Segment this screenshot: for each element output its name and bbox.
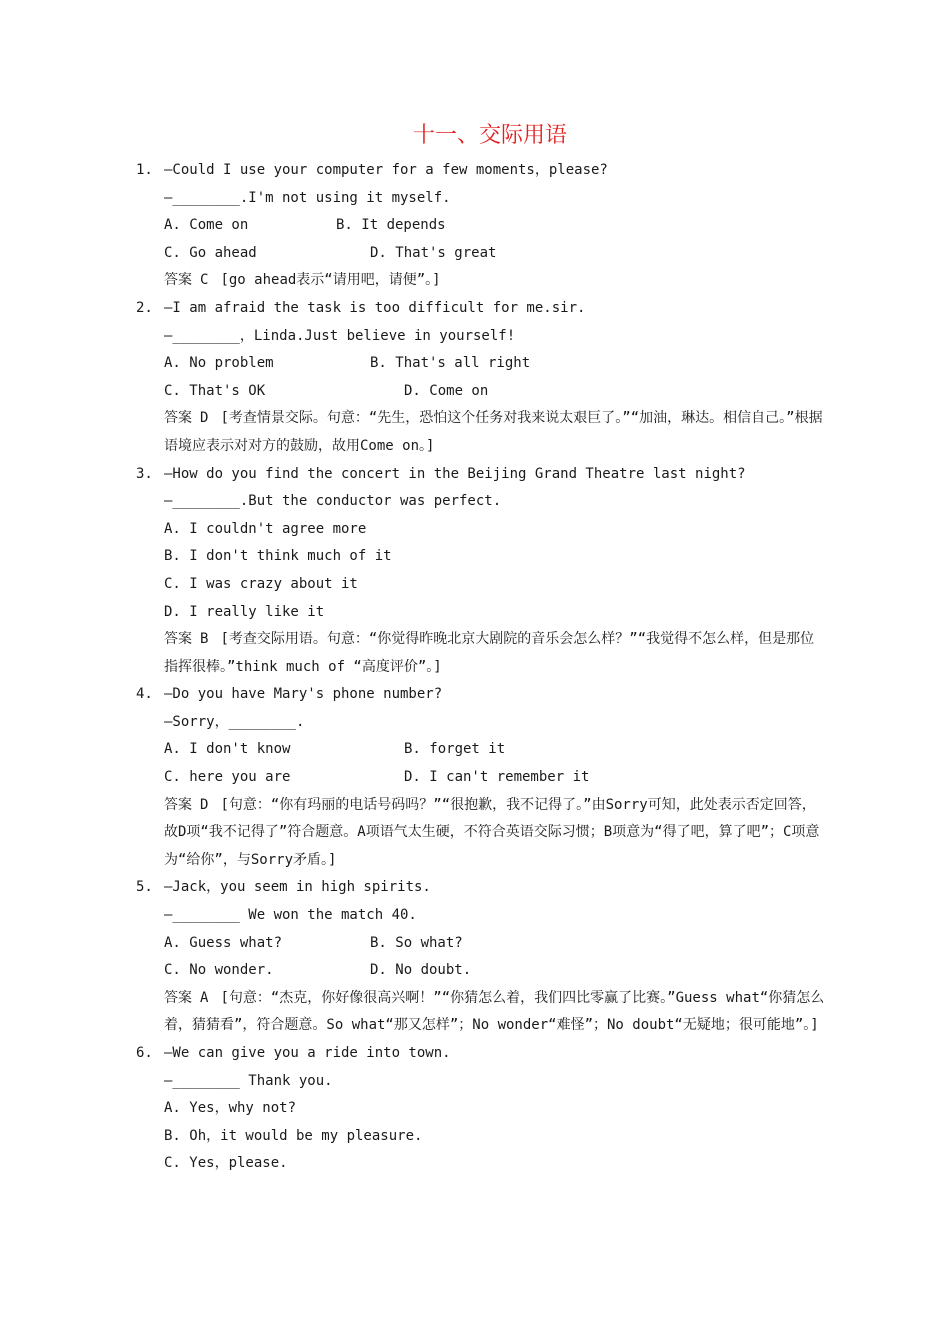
question-number: 1. [136,162,153,178]
option-c: C. That's OK [164,382,266,399]
question-stem: —We can give you a ride into town. [164,1045,451,1061]
option-d: D. No doubt. [370,962,472,979]
question-2 [136,295,826,461]
question-list [136,157,826,1178]
answer-block [136,405,826,460]
answer-label: 答案 [164,410,192,427]
question-stem: —Do you have Mary's phone number? [164,686,443,703]
answer-block [136,985,826,1040]
option-b: B. forget it [404,741,506,758]
option-a: A. Yes，why not? [164,1100,297,1117]
question-number: 6. [136,1045,153,1061]
option-b: B. I don't think much of it [164,548,392,565]
question-1 [136,157,826,295]
option-b: B. It depends [336,217,446,234]
option-a: A. I couldn't agree more [164,520,367,537]
answer-key: A [200,989,209,1006]
question-reply: —________.I'm not using it myself. [164,189,451,206]
question-stem: —I am afraid the task is too difficult for me.sir. [164,299,586,316]
option-a: A. Guess what? [164,934,283,951]
page-title: 十一、交际用语 [412,123,567,148]
answer-explanation: [句意：“你有玛丽的电话号码吗？”“很抱歉，我不记得了。”由Sorry可知，此处表示否定回答，故D项“我不记得了”符合题意。A项语气太生硬，不符合英语交际习惯；B项意为“得了吧，算了吧”；C项意为“给你”，与Sorry矛盾。] [164,796,820,868]
option-c: C. here you are [164,769,291,786]
question-3 [136,461,826,682]
answer-key: C [200,272,209,289]
answer-label: 答案 [164,989,192,1006]
answer-explanation: [go ahead表示“请用吧，请便”。] [220,272,441,289]
question-reply: —________ Thank you. [164,1072,333,1089]
option-a: A. Come on [164,217,249,234]
option-c: C. No wonder. [164,962,274,979]
question-reply: —________.But the conductor was perfect. [164,493,502,510]
question-reply: —________ We won the match 40. [164,907,417,924]
option-c: C. I was crazy about it [164,575,358,592]
answer-block [136,267,826,295]
answer-label: 答案 [164,631,192,648]
option-d: D. That's great [370,244,497,261]
question-number: 5. [136,879,153,896]
question-number: 4. [136,686,153,703]
answer-label: 答案 [164,272,192,289]
answer-block [136,792,826,875]
question-6 [136,1040,826,1178]
question-stem: —Jack，you seem in high spirits. [164,879,431,896]
answer-key: B [200,631,209,648]
option-b: B. Oh，it would be my pleasure. [164,1127,423,1144]
option-c: C. Go ahead [164,244,257,261]
option-b: B. So what? [370,934,463,951]
option-c: C. Yes，please. [164,1155,288,1172]
option-d: D. I really like it [164,603,325,620]
option-b: B. That's all right [370,355,531,372]
answer-key: D [200,410,209,427]
question-stem: —Could I use your computer for a few moments，please? [164,162,608,178]
option-d: D. Come on [404,382,489,399]
question-5 [136,874,826,1040]
answer-label: 答案 [164,796,192,813]
question-reply: —________，Linda.Just believe in yourself! [164,327,516,344]
answer-block [136,626,826,681]
question-number: 2. [136,299,153,316]
answer-key: D [200,796,209,813]
answer-explanation: [考查情景交际。句意：“先生，恐怕这个任务对我来说太艰巨了。”“加油，琳达。相信自己。”根据语境应表示对对方的鼓励，故用Come on。] [164,410,823,454]
option-a: A. No problem [164,355,274,372]
option-a: A. I don't know [164,741,291,758]
option-d: D. I can't remember it [404,769,590,786]
question-stem: —How do you find the concert in the Beijing Grand Theatre last night? [164,465,746,482]
question-4 [136,681,826,874]
answer-explanation: [考查交际用语。句意：“你觉得昨晚北京大剧院的音乐会怎么样？”“我觉得不怎么样，但是那位指挥很棒。”think much of “高度评价”。] [164,631,815,675]
answer-explanation: [句意：“杰克，你好像很高兴啊！”“你猜怎么着，我们四比零赢了比赛。”Guess what“你猜怎么着，猜猜看”，符合题意。So what“那又怎样”；No wonder“难怪”；No doubt“无疑地；很可能地”。] [164,989,825,1034]
question-reply: —Sorry，________. [164,713,305,730]
question-number: 3. [136,465,153,482]
